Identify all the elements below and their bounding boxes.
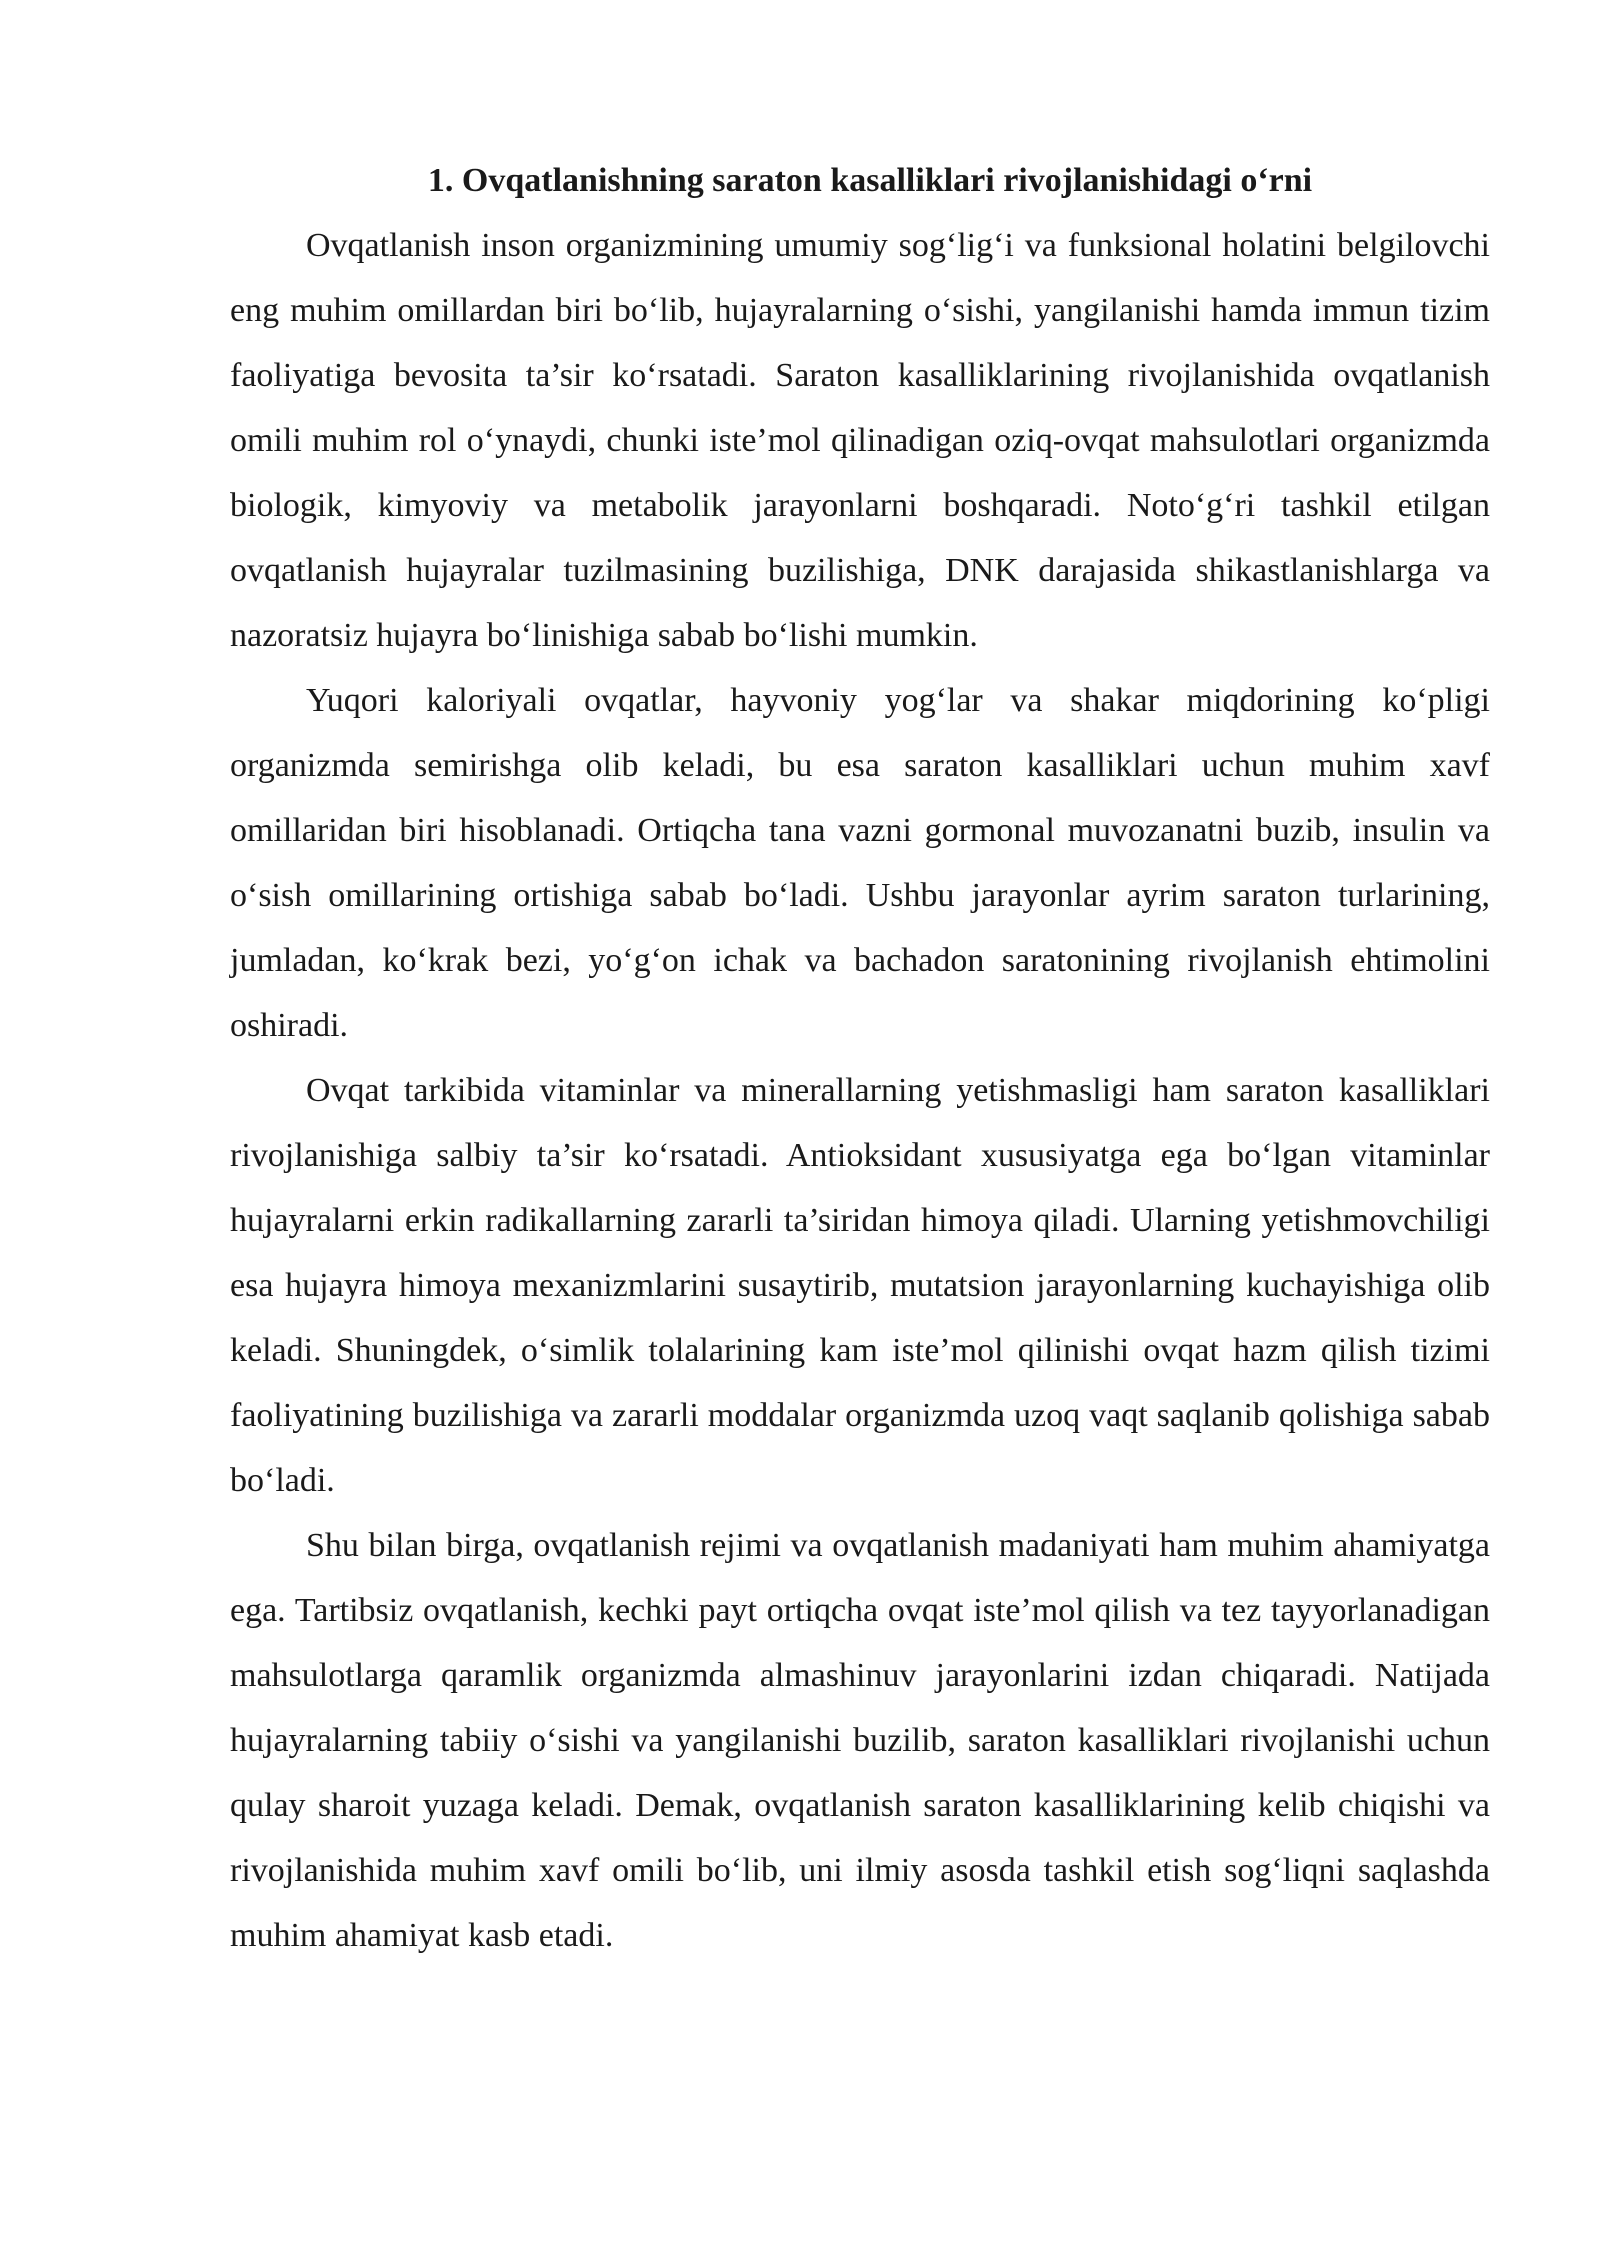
section-heading: 1. Ovqatlanishning saraton kasalliklari rivojlanishidagi o‘rni (427, 162, 1313, 199)
paragraph-3: Ovqat tarkibida vitaminlar va minerallarning yetishmasligi ham saraton kasalliklari rivojlanishiga salbiy ta’sir ko‘rsatadi. Antioksidant xususiyatga ega bo‘lgan vitaminlar hujayralarni erkin radikallarning zararli ta’siridan himoya qiladi. Ularning yetishmovchiligi esa hujayra himoya mexanizmlarini susaytirib, mutatsion jarayonlarning kuchayishiga olib keladi. Shuningdek, o‘simlik tolalarining kam iste’mol qilinishi ovqat hazm qilish tizimi faoliyatining buzilishiga va zararli moddalar organizmda uzoq vaqt saqlanib qolishiga sabab bo‘ladi. (230, 1072, 1490, 1499)
paragraph-4: Shu bilan birga, ovqatlanish rejimi va ovqatlanish madaniyati ham muhim ahamiyatga ega. Tartibsiz ovqatlanish, kechki payt ortiqcha ovqat iste’mol qilish va tez tayyorlanadigan mahsulotlarga qaramlik organizmda almashinuv jarayonlarini izdan chiqaradi. Natijada hujayralarning tabiiy o‘sishi va yangilanishi buzilib, saraton kasalliklari rivojlanishi uchun qulay sharoit yuzaga keladi. Demak, ovqatlanish saraton kasalliklarining kelib chiqishi va rivojlanishida muhim xavf omili bo‘lib, uni ilmiy asosda tashkil etish sog‘liqni saqlashda muhim ahamiyat kasb etadi. (230, 1527, 1490, 1954)
paragraph-1: Ovqatlanish inson organizmining umumiy sog‘lig‘i va funksional holatini belgilovchi eng muhim omillardan biri bo‘lib, hujayralarning o‘sishi, yangilanishi hamda immun tizim faoliyatiga bevosita ta’sir ko‘rsatadi. Saraton kasalliklarining rivojlanishida ovqatlanish omili muhim rol o‘ynaydi, chunki iste’mol qilinadigan oziq-ovqat mahsulotlari organizmda biologik, kimyoviy va metabolik jarayonlarni boshqaradi. Noto‘g‘ri tashkil etilgan ovqatlanish hujayralar tuzilmasining buzilishiga, DNK darajasida shikastlanishlarga va nazoratsiz hujayra bo‘linishiga sabab bo‘lishi mumkin. (230, 227, 1490, 654)
document-body (230, 148, 1490, 1968)
paragraph-2: Yuqori kaloriyali ovqatlar, hayvoniy yog‘lar va shakar miqdorining ko‘pligi organizmda semirishga olib keladi, bu esa saraton kasalliklari uchun muhim xavf omillaridan biri hisoblanadi. Ortiqcha tana vazni gormonal muvozanatni buzib, insulin va o‘sish omillarining ortishiga sabab bo‘ladi. Ushbu jarayonlar ayrim saraton turlarining, jumladan, ko‘krak bezi, yo‘g‘on ichak va bachadon saratonining rivojlanish ehtimolini oshiradi. (230, 682, 1490, 1044)
